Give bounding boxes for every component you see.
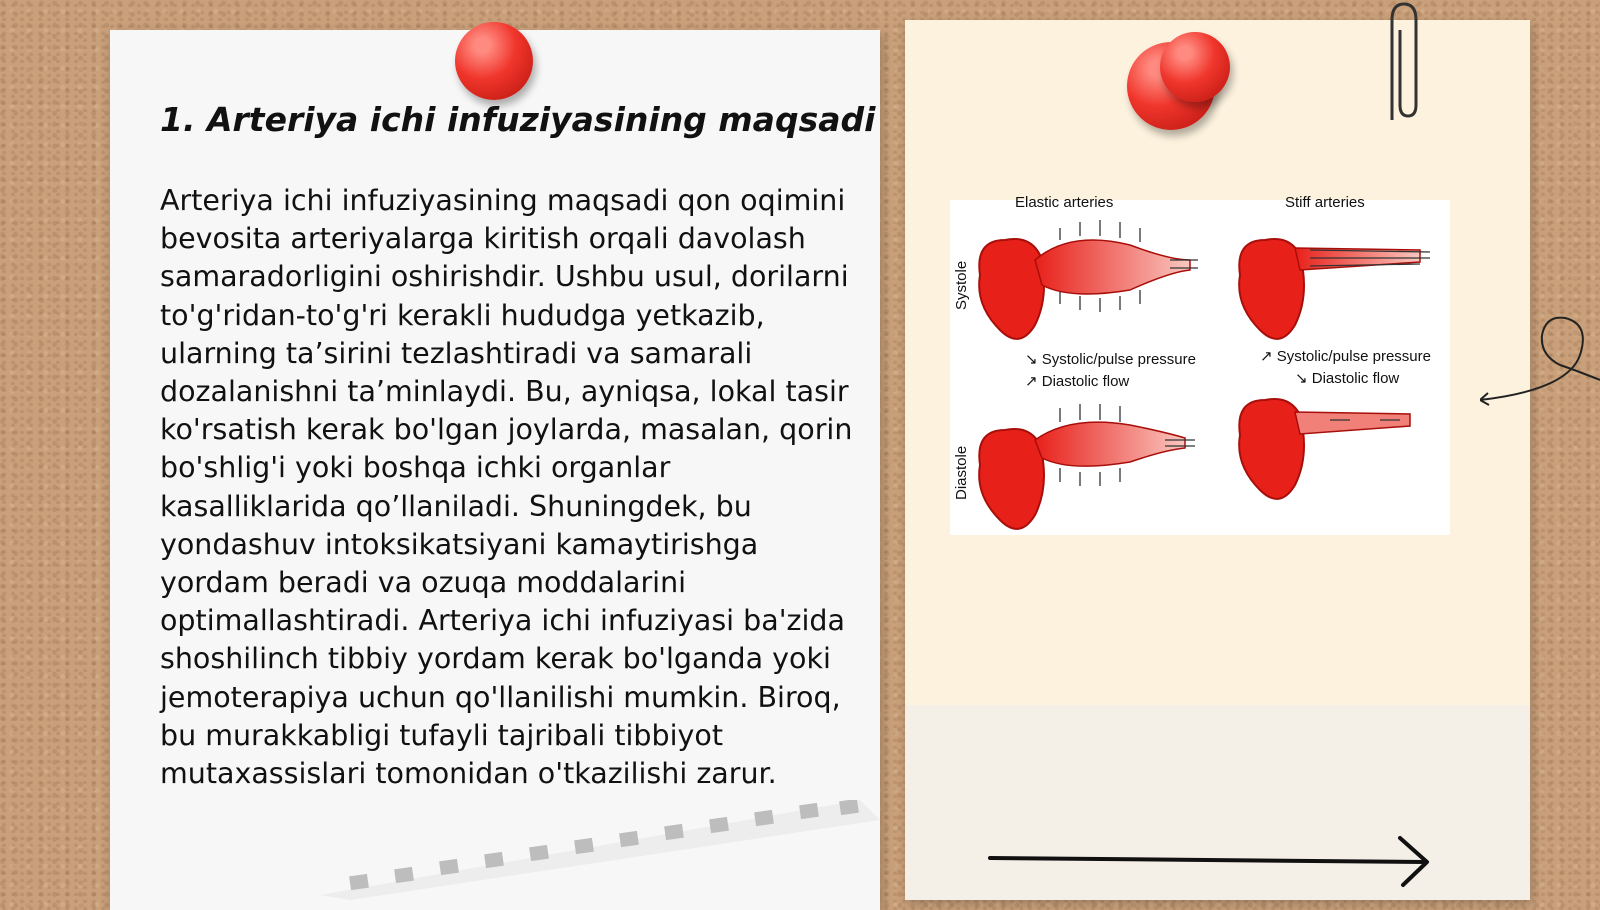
paperclip-icon (1378, 0, 1428, 125)
stiff-systole-heart (1239, 239, 1430, 339)
pushpin-icon (455, 22, 533, 100)
elastic-pressure-note: ↘ Systolic/pulse pressure (1025, 351, 1196, 368)
elastic-systole-heart (979, 220, 1198, 339)
stiff-diastole-heart (1239, 399, 1410, 499)
torn-tape-decoration (320, 800, 880, 900)
arrow-right-icon (985, 830, 1445, 890)
pushpin-icon (1160, 32, 1230, 102)
doodle-loop-icon (1480, 310, 1600, 420)
stiff-flow-note: ↘ Diastolic flow (1295, 370, 1400, 387)
elastic-diastole-heart (979, 404, 1195, 529)
artery-diagram (950, 194, 1450, 535)
stiff-pressure-note: ↗ Systolic/pulse pressure (1260, 348, 1431, 365)
elastic-flow-note: ↗ Diastolic flow (1025, 373, 1130, 390)
elastic-arteries-label: Elastic arteries (1015, 194, 1114, 211)
systole-label: Systole (953, 260, 970, 310)
slide-body-text: Arteriya ichi infuziyasining maqsadi qon oqimini bevosita arteriyalarga kiritish orqali davolash samaradorligini oshirishdir. Ushbu usul, dorilarni to'g'ridan-to'g'ri kerakli hududga yetkazib, ularning ta’sirini tezlashtiradi va samarali dozalanishni ta’minlaydi. Bu, ayniqsa, lokal tasir ko'rsatish kerak bo'lgan joylarda, masalan, qorin bo'shlig'i yoki boshqa ichki organlar kasalliklarida qo’llaniladi. Shuningdek, bu yondashuv intoksikatsiyani kamaytirishga yordam beradi va ozuqa moddalarini optimallashtiradi. Arteriya ichi infuziyasi ba'zida shoshilinch tibbiy yordam kerak bo'lganda yoki jemoterapiya uchun qo'llanilishi mumkin. Biroq, bu murakkabligi tufayli tajribali tibbiyot mutaxassislari tomonidan o'tkazilishi zarur. (160, 184, 853, 791)
stiff-arteries-label: Stiff arteries (1285, 194, 1365, 211)
diastole-label: Diastole (953, 445, 970, 500)
slide-title: 1. Arteriya ichi infuziyasining maqsadi (160, 100, 876, 139)
